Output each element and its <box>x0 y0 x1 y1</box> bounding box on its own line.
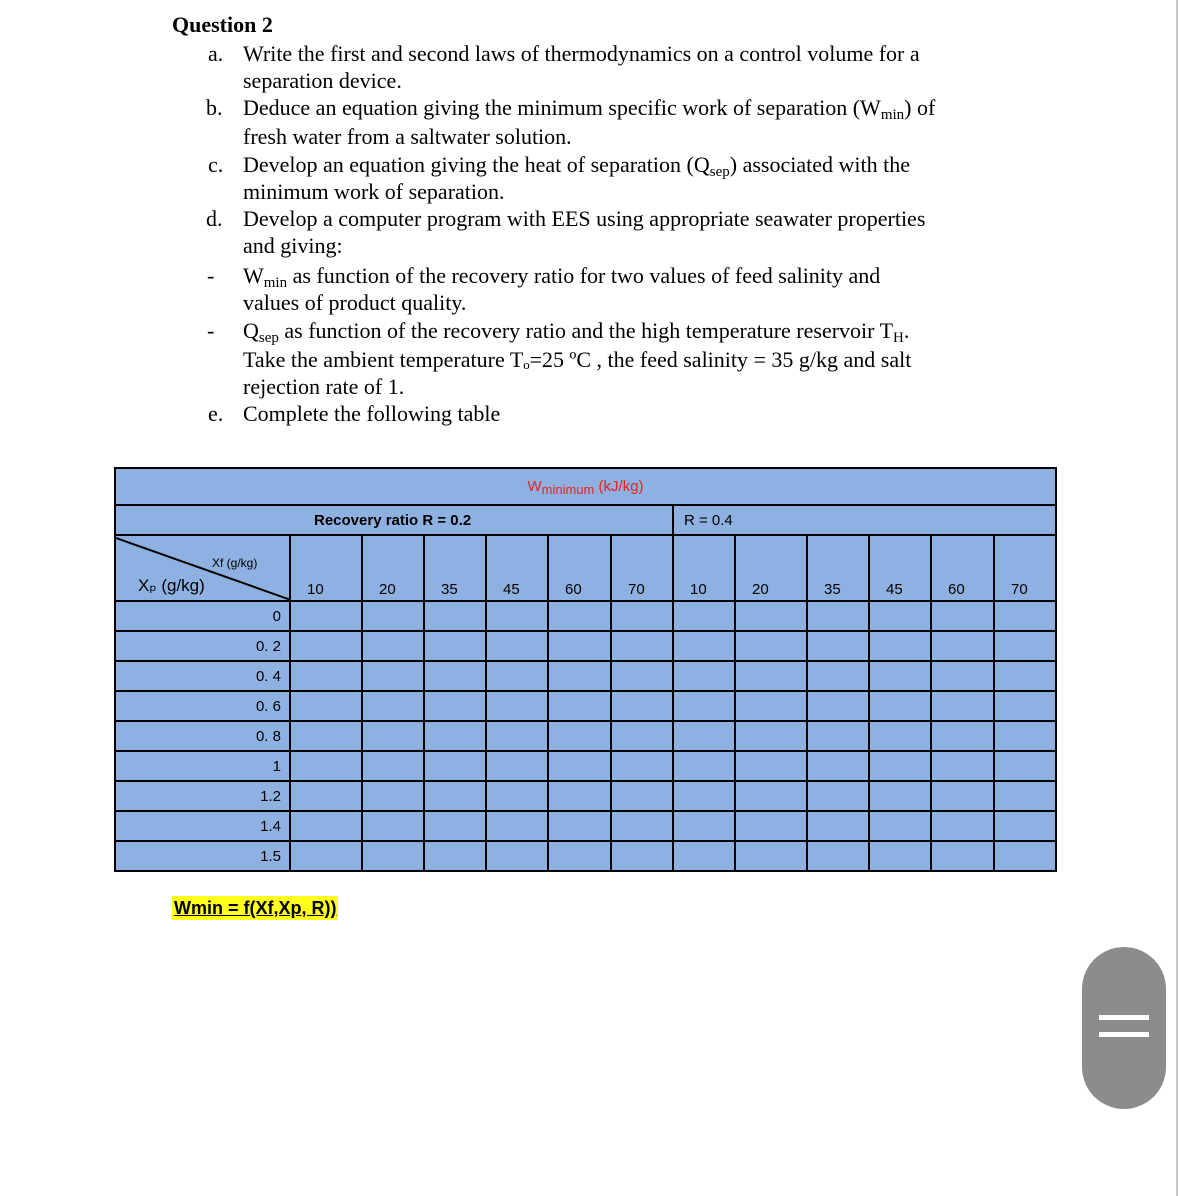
table-cell[interactable] <box>869 811 931 841</box>
dash-2-sub2: H <box>893 330 904 346</box>
table-cell[interactable] <box>290 721 362 751</box>
table-cell[interactable] <box>994 751 1056 781</box>
item-c <box>0 151 1100 205</box>
table-row <box>115 601 1056 631</box>
table-row <box>115 631 1056 661</box>
table-cell[interactable] <box>424 601 486 631</box>
row-label-xp: 0 <box>115 601 290 631</box>
table-cell[interactable] <box>424 781 486 811</box>
table-cell[interactable] <box>362 631 424 661</box>
table-cell[interactable] <box>869 691 931 721</box>
table-row <box>115 691 1056 721</box>
table-cell[interactable] <box>673 601 735 631</box>
table-cell[interactable] <box>807 631 869 661</box>
item-b-text-a: Deduce an equation giving the minimum specific work of separation (W <box>243 95 881 120</box>
corner-cell <box>115 535 290 601</box>
table-row <box>115 751 1056 781</box>
table-cell[interactable] <box>548 841 611 871</box>
dash-1-text-b: as function of the recovery ratio for two values of feed salinity and <box>287 263 881 288</box>
item-e <box>0 400 1100 428</box>
table-cell[interactable] <box>673 781 735 811</box>
table-cell[interactable] <box>869 631 931 661</box>
table-cell[interactable] <box>735 721 807 751</box>
table-cell[interactable] <box>611 631 673 661</box>
table-cell[interactable] <box>611 601 673 631</box>
table-cell[interactable] <box>290 601 362 631</box>
item-a-marker: a. <box>208 41 224 66</box>
table-cell[interactable] <box>735 751 807 781</box>
column-header-row <box>115 535 1056 601</box>
item-d-line-1: Develop a computer program with EES using appropriate seawater properties <box>243 206 926 231</box>
item-a <box>0 40 1100 94</box>
item-d-marker: d. <box>206 206 223 231</box>
table-cell[interactable] <box>290 751 362 781</box>
item-a-line-1: Write the first and second laws of thermodynamics on a control volume for a <box>243 41 920 66</box>
table-cell[interactable] <box>486 601 548 631</box>
item-dash-2-marker: - <box>207 318 215 343</box>
table-cell[interactable] <box>735 601 807 631</box>
table-cell[interactable] <box>807 721 869 751</box>
table-cell[interactable] <box>673 631 735 661</box>
dash-2-text-b: as function of the recovery ratio and the high temperature reservoir T <box>278 318 894 343</box>
item-c-line-2: minimum work of separation. <box>243 179 505 204</box>
table-cell[interactable] <box>994 601 1056 631</box>
dash-2-line-2: Take the ambient temperature Tₒ=25 ºC , the feed salinity = 35 g/kg and salt <box>243 347 912 372</box>
column-header-xf: 35 <box>424 535 486 601</box>
row-label-xp: 1 <box>115 751 290 781</box>
item-dash-qsep <box>0 317 1100 401</box>
table-cell[interactable] <box>290 811 362 841</box>
table-cell[interactable] <box>931 601 994 631</box>
table-cell[interactable] <box>486 631 548 661</box>
table-cell[interactable] <box>611 691 673 721</box>
table-cell[interactable] <box>807 661 869 691</box>
table-cell[interactable] <box>673 841 735 871</box>
row-label-xp: 1.2 <box>115 781 290 811</box>
table-cell[interactable] <box>548 631 611 661</box>
handle-bar-top <box>1099 1015 1149 1020</box>
table-cell[interactable] <box>994 691 1056 721</box>
table-cell[interactable] <box>424 841 486 871</box>
table-cell[interactable] <box>424 691 486 721</box>
table-cell[interactable] <box>735 691 807 721</box>
table-row <box>115 841 1056 871</box>
table-cell[interactable] <box>931 721 994 751</box>
table-title: $W_{minimum}$ (kJ/kg) <box>115 468 1056 505</box>
table-cell[interactable] <box>424 631 486 661</box>
table-row <box>115 661 1056 691</box>
table-cell[interactable] <box>548 811 611 841</box>
dash-2-line-3: rejection rate of 1. <box>243 374 405 399</box>
table-cell[interactable] <box>735 841 807 871</box>
table-cell[interactable] <box>362 601 424 631</box>
item-c-text-b: ) associated with the <box>729 152 910 177</box>
page-right-edge <box>1176 0 1178 1196</box>
item-dash-1-marker: - <box>207 263 215 288</box>
column-header-xf: 20 <box>735 535 807 601</box>
table-cell[interactable] <box>807 811 869 841</box>
table-cell[interactable] <box>290 661 362 691</box>
item-e-marker: e. <box>208 401 224 426</box>
table-cell[interactable] <box>486 841 548 871</box>
table-cell[interactable] <box>931 811 994 841</box>
column-header-xf: 35 <box>807 535 869 601</box>
table-cell[interactable] <box>362 721 424 751</box>
table-cell[interactable] <box>807 841 869 871</box>
handle-bar-bottom <box>1099 1032 1149 1037</box>
table-cell[interactable] <box>807 691 869 721</box>
table-cell[interactable] <box>486 781 548 811</box>
table-cell[interactable] <box>424 751 486 781</box>
table-cell[interactable] <box>424 721 486 751</box>
table-cell[interactable] <box>486 811 548 841</box>
item-dash-wmin <box>0 262 1100 316</box>
column-header-xf: 60 <box>548 535 611 601</box>
table-cell[interactable] <box>362 751 424 781</box>
dash-2-text-a: Q <box>243 318 259 343</box>
column-header-xf: 60 <box>931 535 994 601</box>
table-cell[interactable] <box>362 661 424 691</box>
table-cell[interactable] <box>611 721 673 751</box>
table-cell[interactable] <box>486 661 548 691</box>
table-cell[interactable] <box>611 781 673 811</box>
column-header-xf: 20 <box>362 535 424 601</box>
table-cell[interactable] <box>362 781 424 811</box>
dash-1-line-2: values of product quality. <box>243 290 467 315</box>
column-header-xf: 45 <box>869 535 931 601</box>
item-b-sub: min <box>880 107 905 123</box>
dash-1-sub: min <box>263 275 288 291</box>
table-cell[interactable] <box>994 721 1056 751</box>
column-header-xf: 70 <box>611 535 673 601</box>
table-cell[interactable] <box>486 691 548 721</box>
column-header-xf: 10 <box>290 535 362 601</box>
table-cell[interactable] <box>290 691 362 721</box>
table-cell[interactable] <box>611 661 673 691</box>
table-row <box>115 811 1056 841</box>
table-cell[interactable] <box>548 601 611 631</box>
table-cell[interactable] <box>931 841 994 871</box>
item-c-sub: sep <box>709 164 730 180</box>
group-header-r04: R = 0.4 <box>673 505 1056 535</box>
table-cell[interactable] <box>735 811 807 841</box>
table-cell[interactable] <box>994 631 1056 661</box>
dash-2-sub: sep <box>258 330 279 346</box>
item-c-marker: c. <box>208 152 224 177</box>
item-a-line-2: separation device. <box>243 68 402 93</box>
table-cell[interactable] <box>673 691 735 721</box>
item-e-line-1: Complete the following table <box>243 401 501 426</box>
table-cell[interactable] <box>362 841 424 871</box>
table-cell[interactable] <box>673 721 735 751</box>
table-cell[interactable] <box>931 781 994 811</box>
table-cell[interactable] <box>362 691 424 721</box>
row-label-xp: 0. 4 <box>115 661 290 691</box>
row-label-xp: 1.4 <box>115 811 290 841</box>
column-header-xf: 10 <box>673 535 735 601</box>
table-cell[interactable] <box>611 811 673 841</box>
table-cell[interactable] <box>611 751 673 781</box>
table-cell[interactable] <box>548 721 611 751</box>
table-row <box>115 721 1056 751</box>
table-cell[interactable] <box>869 751 931 781</box>
group-header-r02: Recovery ratio R = 0.2 <box>115 505 673 535</box>
column-header-xf: 70 <box>994 535 1056 601</box>
table-cell[interactable] <box>807 781 869 811</box>
dash-1-text-a: W <box>243 263 264 288</box>
table-cell[interactable] <box>424 811 486 841</box>
table-cell[interactable] <box>611 841 673 871</box>
table-cell[interactable] <box>673 811 735 841</box>
item-c-text-a: Develop an equation giving the heat of separation (Q <box>243 152 710 177</box>
item-d <box>0 205 1100 259</box>
table-cell[interactable] <box>290 631 362 661</box>
dash-2-text-c: . <box>903 318 910 343</box>
table-cell[interactable] <box>548 661 611 691</box>
table-cell[interactable] <box>735 661 807 691</box>
table-cell[interactable] <box>931 631 994 661</box>
formula-text: Wmin = f(Xf,Xp, R)) <box>174 898 337 918</box>
table-cell[interactable] <box>807 601 869 631</box>
item-b-text-b: ) of <box>904 95 936 120</box>
item-b-marker: b. <box>206 95 223 120</box>
item-b <box>0 94 1100 150</box>
table-cell[interactable] <box>486 751 548 781</box>
table-cell[interactable] <box>735 781 807 811</box>
corner-xp-label: Xₚ (g/kg) <box>138 576 205 595</box>
table-cell[interactable] <box>548 751 611 781</box>
table-cell[interactable] <box>486 721 548 751</box>
table-cell[interactable] <box>931 751 994 781</box>
table-cell[interactable] <box>994 811 1056 841</box>
table-cell[interactable] <box>869 601 931 631</box>
table-cell[interactable] <box>735 631 807 661</box>
drag-handle-pill[interactable] <box>1082 947 1166 1109</box>
table-cell[interactable] <box>807 751 869 781</box>
table-cell[interactable] <box>994 781 1056 811</box>
row-label-xp: 0. 8 <box>115 721 290 751</box>
table-cell[interactable] <box>548 691 611 721</box>
table-cell[interactable] <box>673 751 735 781</box>
corner-xf-label: Xf (g/kg) <box>212 556 258 570</box>
table-cell[interactable] <box>869 661 931 691</box>
wmin-table <box>114 467 1057 872</box>
table-cell[interactable] <box>424 661 486 691</box>
table-cell[interactable] <box>869 781 931 811</box>
column-header-xf: 45 <box>486 535 548 601</box>
table-cell[interactable] <box>869 841 931 871</box>
item-b-line-2: fresh water from a saltwater solution. <box>243 124 572 149</box>
table-cell[interactable] <box>931 661 994 691</box>
table-cell[interactable] <box>994 841 1056 871</box>
table-cell[interactable] <box>548 781 611 811</box>
row-label-xp: 1.5 <box>115 841 290 871</box>
table-cell[interactable] <box>290 781 362 811</box>
table-cell[interactable] <box>869 721 931 751</box>
row-label-xp: 0. 2 <box>115 631 290 661</box>
item-d-line-2: and giving: <box>243 233 343 258</box>
row-label-xp: 0. 6 <box>115 691 290 721</box>
table-cell[interactable] <box>362 811 424 841</box>
table-cell[interactable] <box>290 841 362 871</box>
table-row <box>115 781 1056 811</box>
table-cell[interactable] <box>673 661 735 691</box>
question-title: Question 2 <box>172 12 273 37</box>
table-cell[interactable] <box>994 661 1056 691</box>
table-cell[interactable] <box>931 691 994 721</box>
